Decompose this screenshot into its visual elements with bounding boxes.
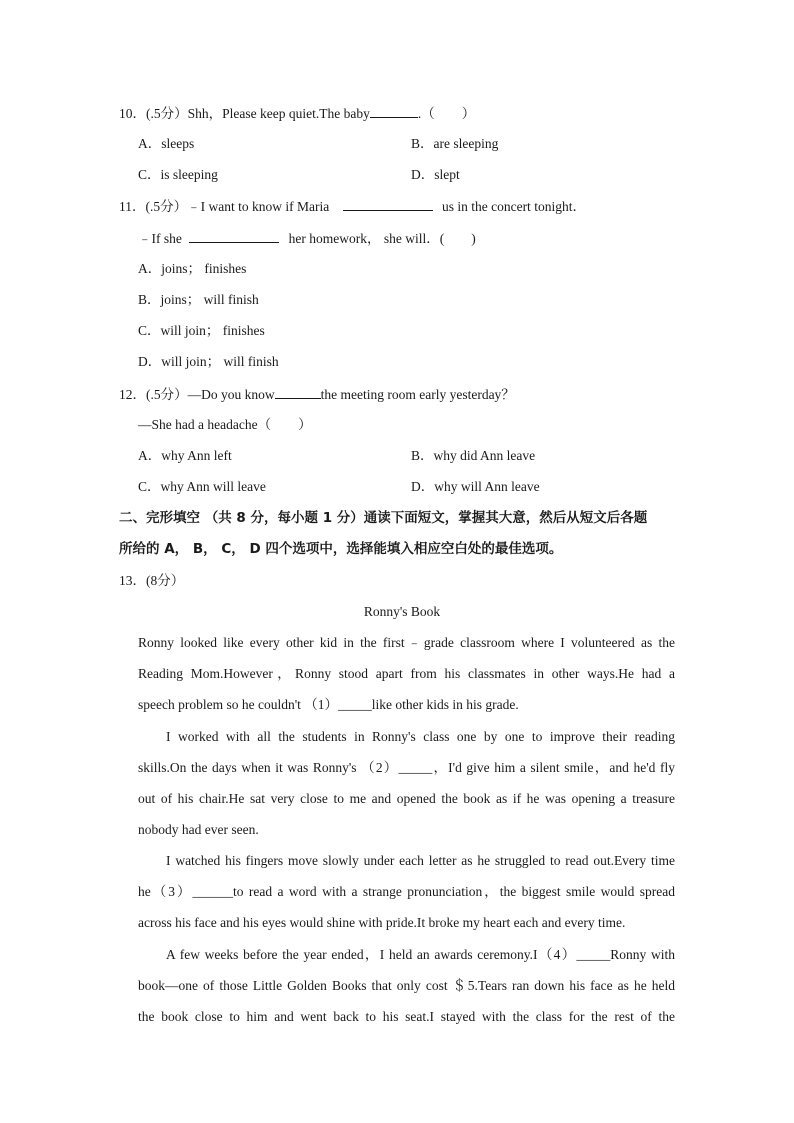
option-d: D．why will Ann leave [411, 479, 540, 494]
section-heading: 所给的 A， B， C， D 四个选项中，选择能填入相应空白处的最佳选项。 [119, 541, 563, 557]
option-c: C．is sleeping [138, 167, 218, 182]
question-text: the meeting room early yesterday？ [320, 387, 515, 402]
question-text: ﹣If she [138, 231, 182, 246]
passage-line: speech problem so he couldn't （1）_____like other kids in his grade. [138, 697, 519, 712]
passage-paragraph-3 [138, 852, 675, 945]
option-b: B．joins； will finish [138, 292, 259, 307]
passage-line: the book close to him and went back to his seat.I stayed with the class for the rest of the [138, 1009, 675, 1024]
answer-blank [275, 385, 321, 399]
passage-line: skills.On the days when it was Ronny's （2）_____，I'd give him a silent smile，and he'd fly [138, 760, 675, 775]
passage-line: Reading Mom.However，Ronny stood apart from his classmates in other ways.He had a [138, 666, 675, 681]
passage-line: nobody had ever seen. [138, 822, 259, 837]
question-11-line2 [138, 229, 476, 248]
question-12-line2: —She had a headache（ ） [138, 417, 312, 432]
question-text: us in the concert tonight． [441, 199, 586, 214]
question-text: 11．(.5分）﹣I want to know if Maria [119, 199, 330, 214]
question-text: 12．(.5分）—Do you know [119, 387, 275, 402]
answer-blank [343, 197, 433, 211]
question-12-stem [119, 385, 515, 404]
question-11-stem [119, 197, 586, 216]
question-text: .（ ） [417, 106, 476, 121]
passage-paragraph-4 [138, 946, 675, 1039]
option-a: A．joins； finishes [138, 261, 247, 276]
passage-line: Ronny looked like every other kid in the first﹣grade classroom where I volunteered as the [138, 635, 675, 650]
option-a: A．sleeps [138, 136, 195, 151]
option-d: D．slept [411, 167, 460, 182]
question-text: 10．(.5分）Shh，Please keep quiet.The baby [119, 106, 370, 121]
passage-line: I worked with all the students in Ronny's class one by one to improve their reading [166, 729, 675, 744]
passage-line: out of his chair.He sat very close to me and opened the book as if he was opening a treasure [138, 791, 675, 806]
passage-line: across his face and his eyes would shine with pride.It broke my heart each and every time. [138, 915, 626, 930]
question-10-stem [119, 104, 475, 123]
passage-title: Ronny's Book [363, 604, 441, 619]
option-c: C．why Ann will leave [138, 479, 266, 494]
option-c: C．will join； finishes [138, 323, 265, 338]
passage-line: he（3）______to read a word with a strange pronunciation，the biggest smile would spread [138, 884, 675, 899]
passage-paragraph-1 [138, 634, 675, 727]
passage-line: book—one of those Little Golden Books that only cost ＄5.Tears ran down his face as he held [138, 978, 675, 993]
answer-blank [189, 229, 279, 243]
option-d: D．will join； will finish [138, 354, 279, 369]
passage-line: I watched his fingers move slowly under each letter as he struggled to read out.Every time [166, 853, 675, 868]
option-a: A．why Ann left [138, 448, 232, 463]
question-text: her homework， she will．( ) [288, 231, 476, 246]
option-b: B．are sleeping [411, 136, 499, 151]
question-13-label: 13．(8分） [119, 573, 185, 588]
option-b: B．why did Ann leave [411, 448, 536, 463]
section-heading: 二、完形填空 （共 8 分，每小题 1 分）通读下面短文，掌握其大意，然后从短文后各题 [119, 510, 648, 526]
passage-paragraph-2 [138, 728, 675, 852]
answer-blank [370, 104, 418, 118]
passage-line: A few weeks before the year ended，I held an awards ceremony.I（4）_____Ronny with [166, 947, 675, 962]
